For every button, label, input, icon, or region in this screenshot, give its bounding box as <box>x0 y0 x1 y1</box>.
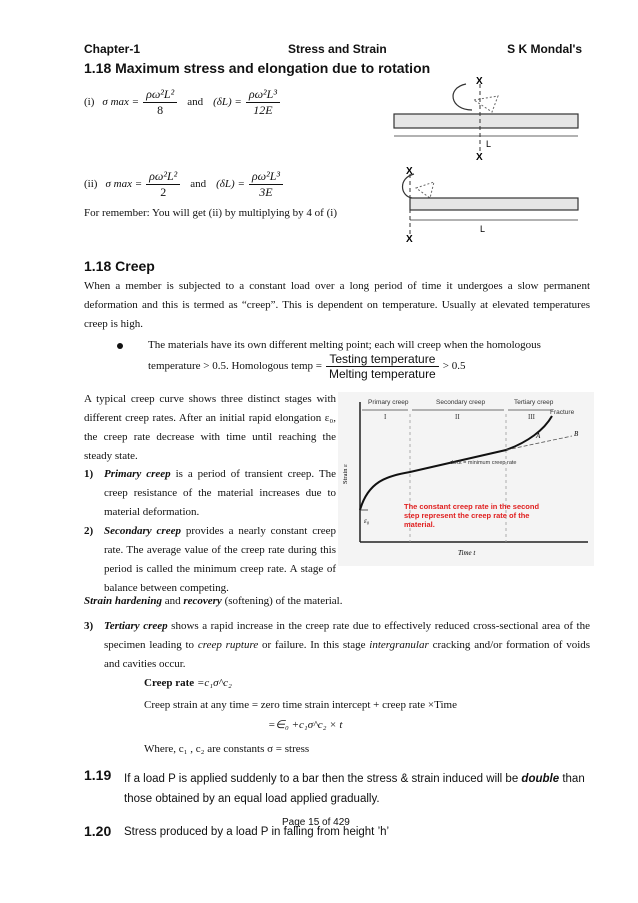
y-axis-label: Strain ε <box>342 464 349 484</box>
creep-curve-text: A typical creep curve shows three distinct stages with different creep rates. After an initial rapid elongation ε₀, the creep rate decrease with time until reaching the steady state. <box>84 393 336 462</box>
strain-hardening-line: Strain hardening and recovery (softening) of the material. <box>84 595 343 607</box>
axis-label: X <box>406 166 413 177</box>
creep-intro: When a member is subjected to a constant load over a long period of time it undergoes a slow permanent deformation and this is termed as “creep”. This is dependent on temperature. Usually at elevated temperatures creep is high. <box>84 280 590 330</box>
rotating-bar-figure <box>388 70 584 270</box>
page-number: Page 15 of 429 <box>282 817 350 828</box>
creep-curve-graph <box>338 392 594 566</box>
eps0-label: ε₀ <box>364 517 370 525</box>
chapter-label: Chapter-1 <box>84 42 141 56</box>
creep-strain-line: Creep strain at any time = zero time strain intercept + creep rate ×Time <box>144 699 457 711</box>
length-label: L <box>486 139 492 149</box>
axis-label: X <box>476 76 483 87</box>
fraction: $\frac{\text{ρω²L³}}{12E}$ <box>246 87 280 118</box>
equation-i <box>84 82 280 122</box>
bullet-icon <box>117 343 123 349</box>
point-a-label: A <box>536 432 541 440</box>
stage-label: II <box>455 413 460 421</box>
stage-label: I <box>384 413 387 421</box>
section-119-text: If a load P is applied suddenly to a bar then the stress & strain induced will be double than those obtained by an equal load applied gradually. <box>124 773 585 805</box>
x-axis-label: Time t <box>458 549 476 557</box>
length-label: L <box>480 224 486 234</box>
homologous-fraction: $\frac{\text{Testing temperature}}{\text{Melting temperature}}$ <box>326 352 439 381</box>
stage-label: III <box>528 413 535 421</box>
graph-secondary-label: Secondary creep <box>436 399 486 406</box>
delta-l: (δL) = <box>216 178 245 190</box>
fraction: $\frac{\text{ρω²L²}}{8}$ <box>143 87 177 118</box>
homologous-equation: temperature > 0.5. Homologous temp = $\frac{\text{Testing temperature}}{\text{Melting temperature}}$ > 0.5 <box>148 351 466 381</box>
eq-label: (i) <box>84 96 95 108</box>
eq-label: (ii) <box>84 178 98 190</box>
section-title-rotation: 1.18 Maximum stress and elongation due to rotation <box>84 60 431 76</box>
fraction: $\frac{\text{ρω²L²}}{2}$ <box>146 169 180 200</box>
fracture-label: Fracture <box>550 409 575 416</box>
section-number-120: 1.20 <box>84 823 112 839</box>
author-label: S K Mondal's <box>507 42 582 56</box>
primary-creep-term: Primary creep <box>104 468 171 480</box>
and-word: and <box>187 96 204 108</box>
graph-primary-label: Primary creep <box>368 399 409 406</box>
axis-label: X <box>476 152 483 163</box>
point-b-label: B <box>574 430 579 438</box>
section-120-text: Stress produced by a load P in falling from height ’h’ <box>124 826 390 838</box>
creep-strain-expr: =∈₀ +c₁σ^c₂ × t <box>268 719 343 731</box>
item-number: 1) <box>84 468 94 480</box>
fraction: $\frac{\text{ρω²L³}}{3E}$ <box>249 169 283 200</box>
tertiary-creep-term: Tertiary creep <box>104 620 168 632</box>
graph-tertiary-label: Tertiary creep <box>514 399 554 406</box>
equation-ii <box>84 164 283 204</box>
graph-note: The constant creep rate in the second step represent the creep rate of the material. <box>404 502 540 529</box>
homologous-bullet-text: The materials have its own different melting point; each will creep when the homologous <box>148 339 541 351</box>
tertiary-creep-item: Tertiary creep shows a rapid increase in the creep rate due to effectively reduced cross-sectional area of the specimen leading to creep rupture or failure. In this stage intergranular cracking and/or formation of voids and cavities occur. <box>104 620 591 670</box>
secondary-creep-term: Secondary creep <box>104 525 181 537</box>
section-title-creep: 1.18 Creep <box>84 258 155 274</box>
item-number: 3) <box>84 620 94 632</box>
and-word: and <box>190 178 207 190</box>
section-number-119: 1.19 <box>84 767 112 783</box>
secondary-creep-item: Secondary creep provides a nearly constant creep rate. The average value of the creep rate during this period is called the minimum creep rate. A stage of balance between competing. <box>104 525 337 594</box>
topic-label: Stress and Strain <box>288 42 387 56</box>
primary-creep-item: Primary creep is a period of transient creep. The creep resistance of the material increases due to material deformation. <box>104 468 337 518</box>
min-rate-label: dε/dt = minimum creep rate <box>450 460 517 466</box>
where-line: Where, c₁ , c₂ are constants σ = stress <box>144 743 310 755</box>
delta-l: (δL) = <box>213 96 242 108</box>
creep-rate-formula: Creep rate =c₁σ^c₂ <box>144 677 232 689</box>
remember-note: For remember: You will get (ii) by multiplying by 4 of (i) <box>84 207 337 219</box>
sigma-max: σ max = <box>102 96 140 108</box>
item-number: 2) <box>84 525 94 537</box>
axis-label: X <box>406 234 413 245</box>
sigma-max: σ max = <box>105 178 143 190</box>
